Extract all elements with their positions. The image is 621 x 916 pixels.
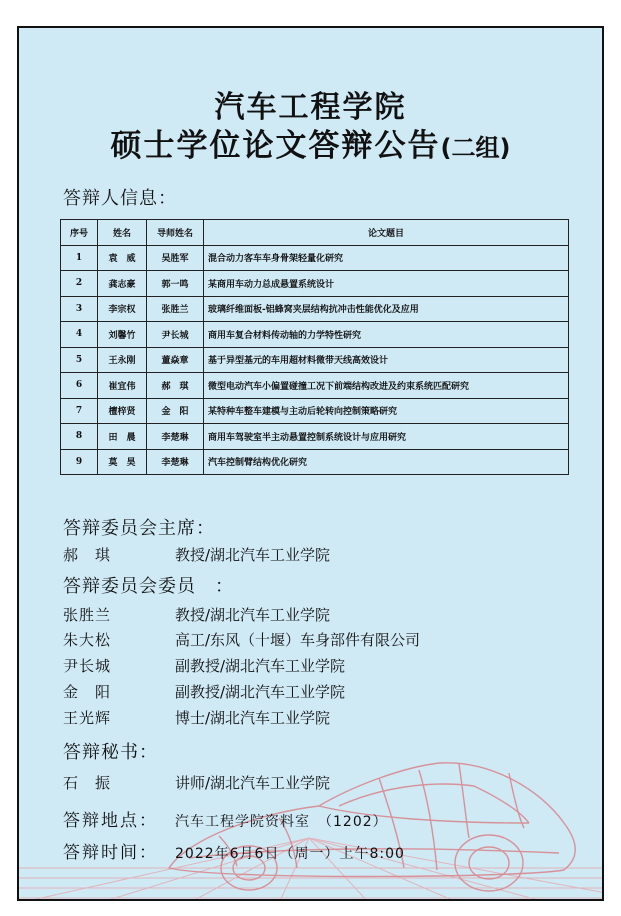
member-affiliation: 副教授/湖北汽车工业学院 [175, 683, 346, 701]
header-advisor: 导师姓名 [147, 220, 204, 246]
member-name: 张胜兰 [63, 606, 112, 624]
cell-advisor: 郝 琪 [147, 373, 204, 399]
cell-advisor: 李楚琳 [147, 449, 204, 475]
members-heading: 答辩委员会委员 ： [63, 576, 234, 597]
cell-thesis-title: 混合动力客车车身骨架轻量化研究 [204, 245, 569, 271]
cell-no: 4 [61, 322, 98, 348]
member-row [63, 604, 330, 625]
cell-advisor: 金 阳 [147, 398, 204, 424]
table-header-row [61, 220, 569, 246]
cell-thesis-title: 汽车控制臂结构优化研究 [204, 449, 569, 475]
header-no: 序号 [61, 220, 98, 246]
cell-advisor: 吴胜军 [147, 245, 204, 271]
chair-name: 郝 琪 [63, 546, 112, 564]
member-affiliation: 教授/湖北汽车工业学院 [175, 606, 331, 624]
title-group-suffix: (二组) [440, 134, 511, 162]
location-label: 答辩地点： [63, 811, 158, 831]
defenders-table [60, 219, 569, 475]
table-row [61, 245, 569, 271]
title-announcement [19, 120, 602, 165]
cell-advisor: 郭一鸣 [147, 271, 204, 297]
secretary-row [63, 772, 330, 793]
cell-name: 李宗权 [98, 296, 147, 322]
cell-no: 3 [61, 296, 98, 322]
cell-advisor: 张胜兰 [147, 296, 204, 322]
cell-thesis-title: 商用车复合材料传动轴的力学特性研究 [204, 322, 569, 348]
member-name: 朱大松 [63, 631, 112, 649]
cell-name: 刘馨竹 [98, 322, 147, 348]
table-row [61, 347, 569, 373]
cell-thesis-title: 商用车驾驶室半主动悬置控制系统设计与应用研究 [204, 424, 569, 450]
table-row [61, 322, 569, 348]
cell-name: 田 晨 [98, 424, 147, 450]
cell-name: 龚志豪 [98, 271, 147, 297]
cell-thesis-title: 基于异型基元的车用超材料微带天线高效设计 [204, 347, 569, 373]
member-row [63, 629, 420, 650]
member-row [63, 681, 345, 702]
defenders-heading: 答辩人信息： [63, 188, 177, 209]
table-row [61, 296, 569, 322]
member-name: 王光辉 [63, 709, 112, 727]
title-school: 汽车工程学院 [214, 90, 407, 125]
cell-advisor: 李楚琳 [147, 424, 204, 450]
cell-thesis-title: 某商用车动力总成悬置系统设计 [204, 271, 569, 297]
chair-heading: 答辩委员会主席： [63, 518, 215, 539]
time-row [63, 838, 405, 863]
chair-affiliation: 教授/湖北汽车工业学院 [175, 546, 331, 564]
cell-name: 檀梓贤 [98, 398, 147, 424]
cell-no: 9 [61, 449, 98, 475]
table-row [61, 424, 569, 450]
cell-thesis-title: 微型电动汽车小偏置碰撞工况下前端结构改进及约束系统匹配研究 [204, 373, 569, 399]
secretary-affiliation: 讲师/湖北汽车工业学院 [175, 774, 331, 792]
header-thesis-title: 论文题目 [204, 220, 569, 246]
announcement-poster [17, 26, 604, 901]
cell-no: 5 [61, 347, 98, 373]
table-row [61, 373, 569, 399]
cell-thesis-title: 玻璃纤维面板-铝蜂窝夹层结构抗冲击性能优化及应用 [204, 296, 569, 322]
secretary-name: 石 振 [63, 774, 112, 792]
table-row [61, 449, 569, 475]
member-name: 金 阳 [63, 683, 112, 701]
member-affiliation: 高工/东风（十堰）车身部件有限公司 [175, 631, 421, 649]
cell-no: 2 [61, 271, 98, 297]
cell-name: 崔宜伟 [98, 373, 147, 399]
time-label: 答辩时间： [63, 843, 158, 863]
cell-no: 8 [61, 424, 98, 450]
chair-row [63, 544, 330, 565]
secretary-heading: 答辩秘书： [63, 742, 158, 763]
member-affiliation: 副教授/湖北汽车工业学院 [175, 657, 346, 675]
time-value: 2022年6月6日（周一）上午8:00 [175, 846, 405, 862]
cell-advisor: 董焱章 [147, 347, 204, 373]
location-row [63, 806, 388, 831]
cell-thesis-title: 某特种车整车建模与主动后轮转向控制策略研究 [204, 398, 569, 424]
cell-name: 王永刚 [98, 347, 147, 373]
title-announcement-text: 硕士学位论文答辩公告 [110, 128, 441, 164]
member-name: 尹长城 [63, 657, 112, 675]
cell-advisor: 尹长城 [147, 322, 204, 348]
location-value: 汽车工程学院资料室 （1202） [175, 814, 388, 830]
member-row [63, 707, 330, 728]
member-row [63, 655, 345, 676]
header-name: 姓名 [98, 220, 147, 246]
cell-name: 袁 威 [98, 245, 147, 271]
cell-name: 莫 昊 [98, 449, 147, 475]
cell-no: 1 [61, 245, 98, 271]
cell-no: 7 [61, 398, 98, 424]
table-row [61, 398, 569, 424]
cell-no: 6 [61, 373, 98, 399]
table-row [61, 271, 569, 297]
member-affiliation: 博士/湖北汽车工业学院 [175, 709, 331, 727]
